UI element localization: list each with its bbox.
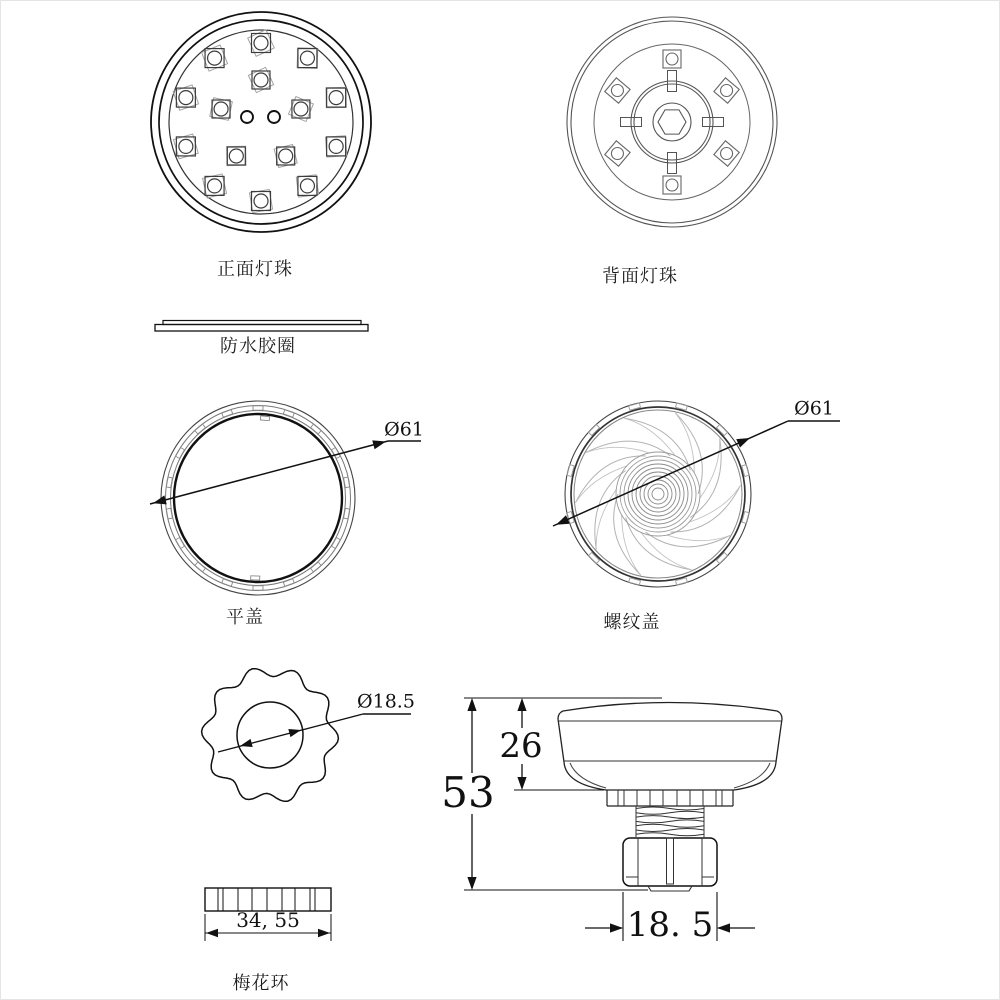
flat-cover-diameter-dimension: Ø61 bbox=[384, 418, 424, 441]
front-led-view-drawing bbox=[151, 12, 371, 232]
head-height-dimension: 26 bbox=[499, 726, 543, 766]
plum-ring-diameter-dimension: Ø18.5 bbox=[357, 690, 415, 713]
front-view-label: 正面灯珠 bbox=[217, 259, 293, 279]
plum-ring-drawing bbox=[202, 669, 411, 802]
back-led-view-drawing bbox=[567, 17, 777, 227]
gasket-label: 防水胶圈 bbox=[220, 336, 296, 356]
flat-cover-label: 平盖 bbox=[226, 607, 264, 627]
back-view-label: 背面灯珠 bbox=[602, 266, 678, 286]
flat-cover-drawing bbox=[150, 401, 421, 595]
thread-diameter-dimension: 18. 5 bbox=[626, 905, 714, 945]
total-height-dimension: 53 bbox=[441, 768, 495, 817]
waterproof-gasket-drawing bbox=[155, 321, 368, 332]
threaded-cover-diameter-dimension: Ø61 bbox=[794, 397, 834, 420]
plum-ring-label: 梅花环 bbox=[232, 973, 290, 993]
threaded-cover-drawing bbox=[553, 397, 840, 587]
ribbed-strip-width-dimension: 34, 55 bbox=[236, 908, 300, 932]
threaded-cover-label: 螺纹盖 bbox=[603, 612, 661, 632]
